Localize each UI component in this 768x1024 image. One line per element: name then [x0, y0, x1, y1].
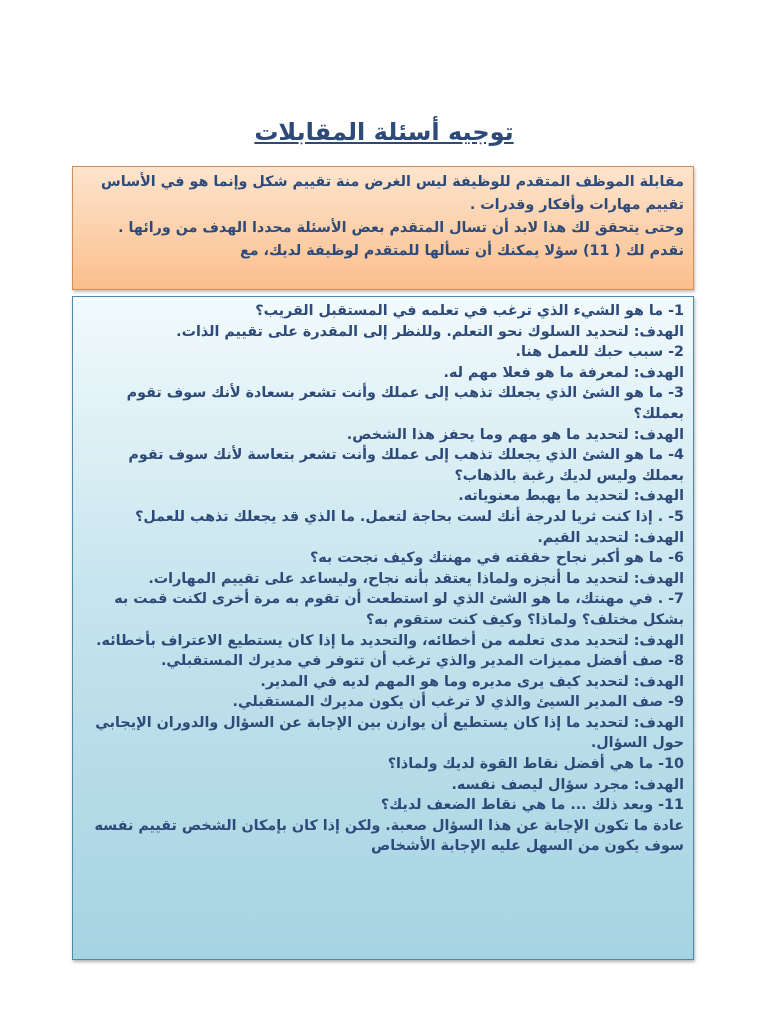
question-4: 4- ما هو الشئ الذي يجعلك تذهب إلى عملك وأنت تشعر بتعاسة لأنك سوف تقوم بعملك وليس لديك رغبة بالذهاب؟	[128, 447, 684, 484]
goal-5: الهدف: لتحديد القيم.	[537, 529, 684, 546]
answer-note-11: عادة ما تكون الإجابة عن هذا السؤال صعبة. ولكن إذا كان بإمكان الشخص تقييم نفسه سوف يكون من السهل عليه الإجابة الأشخاص	[94, 817, 684, 855]
intro-box	[72, 166, 694, 290]
question-6: 6- ما هو أكبر نجاح حققته في مهنتك وكيف نجحت به؟	[309, 550, 684, 567]
question-10: 10- ما هي أفضل نقاط القوة لديك ولماذا؟	[387, 756, 684, 773]
question-7: 7- . في مهنتك، ما هو الشئ الذي لو استطعت أن تقوم به مرة أخرى لكنت قمت به بشكل مختلف؟ ولماذا؟ وكيف كنت ستقوم به؟	[114, 591, 684, 628]
goal-10: الهدف: مجرد سؤال ليصف نفسه.	[451, 776, 684, 793]
intro-line: نقدم لك ( 11) سؤلا يمكنك أن تسألها للمتقدم لوظيفة لديك، مع	[239, 243, 684, 259]
question-8: 8- صف أفضل مميزات المدير والذي ترغب أن تتوفر في مديرك المستقبلي.	[160, 653, 684, 670]
questions-box	[72, 296, 694, 960]
goal-9: الهدف: لتحديد ما إذا كان يستطيع أن يوازن بين الإجابة عن السؤال والدوران الإيجابي حول السؤال.	[95, 714, 684, 752]
question-11: 11- وبعد ذلك ... ما هي نقاط الضعف لديك؟	[380, 797, 684, 814]
goal-6: الهدف: لتحديد ما أنجزه ولماذا يعتقد بأنه نجاح، وليساعد على تقييم المهارات.	[148, 570, 684, 587]
intro-line: وحتى يتحقق لك هذا لابد أن تسال المتقدم بعض الأسئلة محددا الهدف من ورائها .	[118, 220, 684, 236]
goal-4: الهدف: لتحديد ما يهبط معنوياته.	[458, 488, 684, 505]
question-5: 5- . إذا كنت ثريا لدرجة أنك لست بحاجة لتعمل. ما الذي قد يجعلك تذهب للعمل؟	[135, 508, 684, 525]
question-2: 2- سبب حبك للعمل هنا.	[515, 344, 684, 361]
intro-line: مقابلة الموظف المتقدم للوظيفة ليس الغرض منة تقييم شكل وإنما هو في الأساس تقييم مهارات وأفكار وقدرات .	[101, 174, 684, 213]
goal-8: الهدف: لتحديد كيف يرى مديره وما هو المهم لديه في المدير.	[260, 673, 684, 690]
question-9: 9- صف المدير السيئ والذي لا ترغب أن يكون مديرك المستقبلي.	[232, 694, 684, 711]
goal-2: الهدف: لمعرفة ما هو فعلا مهم له.	[443, 364, 684, 381]
question-3: 3- ما هو الشئ الذي يجعلك تذهب إلى عملك وأنت تشعر بسعادة لأنك سوف تقوم بعملك؟	[126, 385, 684, 422]
page-title: توجيه أسئلة المقابلات	[254, 118, 514, 146]
goal-3: الهدف: لتحديد ما هو مهم وما يحفز هذا الشخص.	[346, 426, 684, 443]
question-1: 1- ما هو الشيء الذي ترغب في تعلمه في المستقبل القريب؟	[255, 303, 684, 319]
goal-1: الهدف: لتحديد السلوك نحو التعلم. وللنظر إلى المقدرة على تقييم الذات.	[176, 323, 684, 340]
goal-7: الهدف: لتحديد مدى تعلمه من أخطائه، والتحديد ما إذا كان يستطيع الاعتراف بأخطائه.	[96, 632, 684, 649]
